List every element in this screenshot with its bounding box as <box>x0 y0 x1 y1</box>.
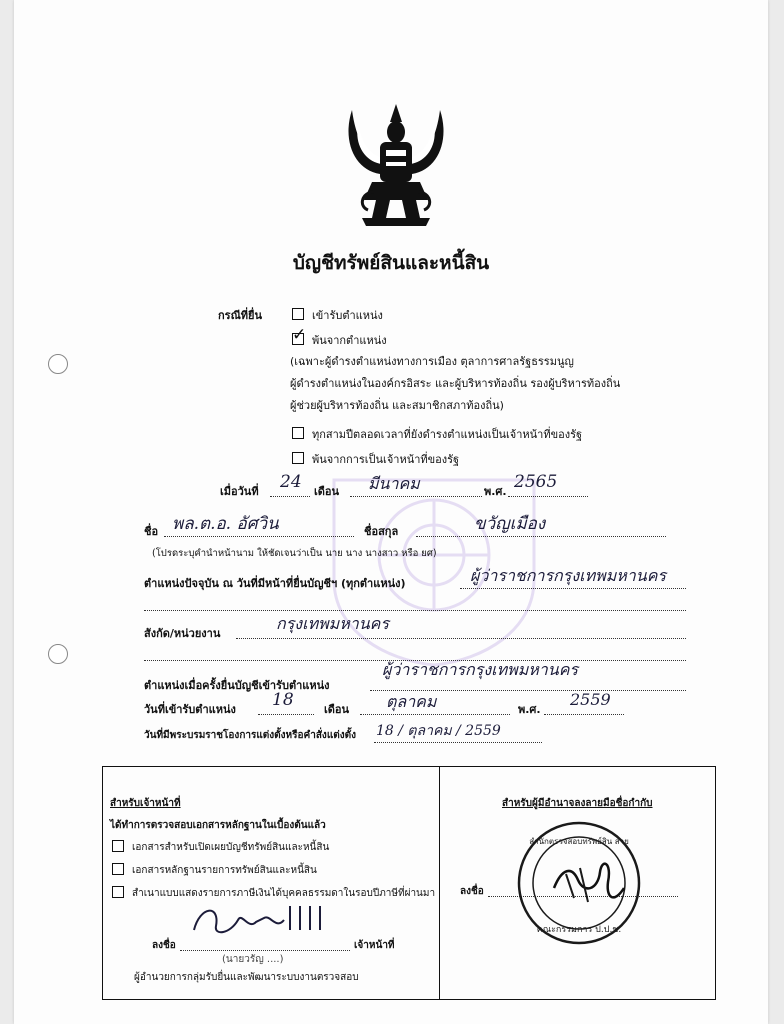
officer-footer: ผู้อำนวยการกลุ่มรับยื่นและพัฒนาระบบงานตรวจสอบ <box>134 972 359 983</box>
start-date-label: วันที่เข้ารับตำแหน่ง <box>144 703 236 716</box>
date-day-value: 24 <box>280 472 302 492</box>
start-year-value: 2559 <box>570 690 611 709</box>
check-mark-icon: ✓ <box>292 325 307 345</box>
checkbox-option-4[interactable] <box>292 452 304 464</box>
royal-appointment-label: วันที่มีพระบรมราชโองการแต่งตั้งหรือคำสั่งแต่งตั้ง <box>144 730 357 741</box>
surname-label: ชื่อสกุล <box>364 525 399 538</box>
page-title: บัญชีทรัพย์สินและหนี้สิน <box>292 252 490 274</box>
agency-value: กรุงเทพมหานคร <box>276 614 389 633</box>
name-label: ชื่อ <box>144 525 159 538</box>
stamp-top-text: สำนักตรวจสอบทรัพย์สิน สาย <box>529 837 629 846</box>
name-note: (โปรดระบุคำนำหน้านาม ให้ชัดเจนว่าเป็น นาย นาง นางสาว หรือ ยศ) <box>152 548 437 559</box>
royal-appointment-value: 18 / ตุลาคม / 2559 <box>376 723 501 739</box>
checkbox-option-1[interactable] <box>292 308 304 320</box>
case-label: กรณีที่ยื่น <box>218 309 262 322</box>
officer-item-3: สำเนาแบบแสดงรายการภาษีเงินได้บุคคลธรรมดาในรอบปีภาษีที่ผ่านมา <box>132 888 436 899</box>
officer-item-1: เอกสารสำหรับเปิดเผยบัญชีทรัพย์สินและหนี้สิน <box>132 842 330 853</box>
first-position-value: ผู้ว่าราชการกรุงเทพมหานคร <box>382 660 579 679</box>
checkbox-option-3[interactable] <box>292 427 304 439</box>
date-month-value: มีนาคม <box>368 474 420 493</box>
date-year-value: 2565 <box>514 472 558 492</box>
start-day-value: 18 <box>272 690 294 710</box>
authority-heading: สำหรับผู้มีอำนาจลงลายมือชื่อกำกับ <box>502 798 653 809</box>
option-note-line-1: (เฉพาะผู้ดำรงตำแหน่งทางการเมือง ตุลาการศาลรัฐธรรมนูญ <box>290 355 574 368</box>
document-page <box>14 0 768 1024</box>
position-label: ตำแหน่งปัจจุบัน ณ วันที่มีหน้าที่ยื่นบัญชีฯ (ทุกตำแหน่ง) <box>144 577 406 590</box>
name-value: พล.ต.อ. อัศวิน <box>172 514 279 534</box>
officer-heading: สำหรับเจ้าหน้าที่ <box>110 798 181 809</box>
start-month-label: เดือน <box>324 703 350 716</box>
officer-intro: ได้ทำการตรวจสอบเอกสารหลักฐานในเบื้องต้นแล้ว <box>110 820 326 831</box>
date-day-label: เมื่อวันที่ <box>220 485 259 498</box>
date-year-label: พ.ศ. <box>484 485 507 498</box>
officer-sign-role: เจ้าหน้าที่ <box>354 940 395 951</box>
option-note-line-3: ผู้ช่วยผู้บริหารท้องถิ่น และสมาชิกสภาท้องถิ่น) <box>290 399 504 412</box>
surname-value: ขวัญเมือง <box>474 514 546 534</box>
officer-printed-name: (นายวรัญ ....) <box>222 954 284 965</box>
officer-sign-label: ลงชื่อ <box>152 940 176 951</box>
stamp-bottom-text: คณะกรรมการ ป.ป.ช. <box>536 925 622 935</box>
option-note-line-2: ผู้ดำรงตำแหน่งในองค์กรอิสระ และผู้บริหารท้องถิ่น รองผู้บริหารท้องถิ่น <box>290 377 621 390</box>
first-position-label: ตำแหน่งเมื่อครั้งยื่นบัญชีเข้ารับตำแหน่ง <box>144 679 330 692</box>
option-4-label: พ้นจากการเป็นเจ้าหน้าที่ของรัฐ <box>312 453 460 466</box>
punch-hole <box>48 354 68 374</box>
checkbox-disclosure-doc[interactable] <box>112 840 124 852</box>
position-value: ผู้ว่าราชการกรุงเทพมหานคร <box>470 566 667 585</box>
garuda-emblem-icon <box>332 100 460 235</box>
officer-item-2: เอกสารหลักฐานรายการทรัพย์สินและหนี้สิน <box>132 865 317 876</box>
officer-signature <box>186 900 346 944</box>
authority-sign-label: ลงชื่อ <box>460 886 484 897</box>
agency-label: สังกัด/หน่วยงาน <box>144 627 221 640</box>
official-stamp <box>514 818 644 948</box>
option-2-label: พ้นจากตำแหน่ง <box>312 334 387 347</box>
checkbox-tax-return-copy[interactable] <box>112 886 124 898</box>
option-1-label: เข้ารับตำแหน่ง <box>312 309 383 322</box>
punch-hole <box>48 644 68 664</box>
date-month-label: เดือน <box>314 485 340 498</box>
start-month-value: ตุลาคม <box>386 692 437 711</box>
start-year-label: พ.ศ. <box>518 703 541 716</box>
checkbox-asset-evidence[interactable] <box>112 863 124 875</box>
option-3-label: ทุกสามปีตลอดเวลาที่ยังดำรงตำแหน่งเป็นเจ้าหน้าที่ของรัฐ <box>312 428 583 441</box>
